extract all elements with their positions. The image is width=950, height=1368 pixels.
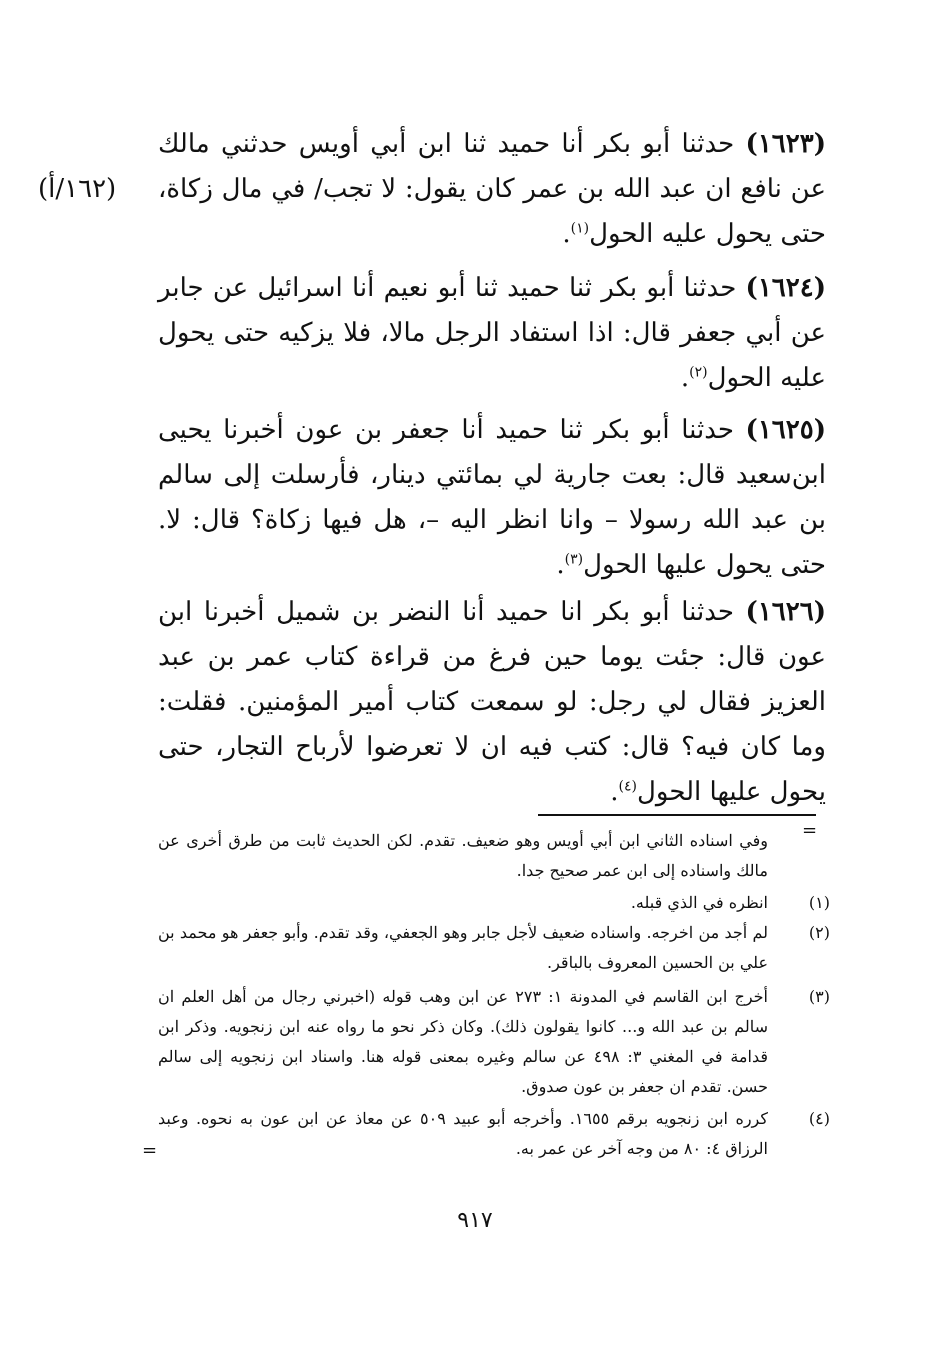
footnote-separator <box>538 814 816 816</box>
hadith-text: حدثنا أبو بكر انا حميد أنا النضر بن شميل أخبرنا ابن عون قال: جئت يوما حين فرغ من قراءة كتاب عمر بن عبد العزيز فقال لي رجل: لو سمعت كتاب أمير المؤمنين. فقلت: وما كان فيه؟ قال: كتب فيه ان لا تعرضوا لأرباح التجار، حتى يحول عليها الحول <box>158 597 826 807</box>
footnote-ref: (٣) <box>564 551 584 568</box>
hadith-1626: (١٦٢٦) حدثنا أبو بكر انا حميد أنا النضر بن شميل أخبرنا ابن عون قال: جئت يوما حين فرغ من قراءة كتاب عمر بن عبد العزيز فقال لي رجل: لو سمعت كتاب أمير المؤمنين. فقلت: وما كان فيه؟ قال: كتب فيه ان لا تعرضوا لأرباح التجار، حتى يحول عليها الحول$^{(٤)}$. <box>158 597 826 807</box>
footnote-ref: (٢) <box>689 364 708 381</box>
footnote-4: كرره ابن زنجويه برقم ١٦٥٥. وأخرجه أبو عبيد ٥٠٩ عن معاذ عن ابن عون به نحوه. وعبد الرزاق ٤: ٨٠ من وجه آخر عن عمر به. <box>158 1109 768 1158</box>
footnote-number: (٤) <box>808 1109 830 1128</box>
hadith-1623: (١٦٢٣) حدثنا أبو بكر أنا حميد ثنا ابن أبي أويس حدثني مالك عن نافع ان عبد الله بن عمر كان يقول: لا تجب/ في مال زكاة، حتى يحول عليه الحول$^{(١)}$. (١٦٢/أ) <box>38 129 827 249</box>
continuation-mark: = <box>802 820 818 841</box>
hadith-text: حدثنا أبو بكر ثنا حميد أنا جعفر بن عون أخبرنا يحيى ابن‌سعيد قال: بعت جارية لي بمائتي دينار، فأرسلت إلى سالم بن عبد الله رسولا – وانا انظر اليه –، هل فيها زكاة؟ قال: لا. حتى يحول عليها الحول <box>158 415 826 580</box>
manuscript-folio-marker: (١٦٢/أ) <box>38 174 117 204</box>
hadith-text: حدثنا أبو بكر ثنا حميد ثنا أبو نعيم أنا اسرائيل عن جابر عن أبي جعفر قال: اذا استفاد الرجل مالا، فلا يزكيه حتى يحول عليه الحول <box>158 273 826 393</box>
footnote-2: لم أجد من اخرجه. واسناده ضعيف لأجل جابر وهو الجعفي، وقد تقدم. وأبو جعفر هو محمد بن علي بن الحسين المعروف بالباقر. <box>158 923 768 972</box>
footnote-number: (١) <box>808 893 830 912</box>
hadith-text: حدثنا أبو بكر أنا حميد ثنا ابن أبي أويس حدثني مالك عن نافع ان عبد الله بن عمر كان يقول: لا تجب/ في مال زكاة، حتى يحول عليه الحول <box>158 129 826 249</box>
hadith-1625: (١٦٢٥) حدثنا أبو بكر ثنا حميد أنا جعفر بن عون أخبرنا يحيى ابن‌سعيد قال: بعت جارية لي بمائتي دينار، فأرسلت إلى سالم بن عبد الله رسولا – وانا انظر اليه –، هل فيها زكاة؟ قال: لا. حتى يحول عليها الحول$^{(٣)}$. <box>158 415 827 580</box>
hadith-number: (١٦٢٤) <box>745 273 826 303</box>
hadith-number: (١٦٢٥) <box>745 415 827 445</box>
footnote-number: (٢) <box>808 923 830 942</box>
footnote-continuation: وفي اسناده الثاني ابن أبي أويس وهو ضعيف. تقدم. لكن الحديث ثابت من طرق أخرى عن مالك واسناده إلى ابن عمر صحيح جدا. <box>158 831 768 880</box>
continuation-end-mark: = <box>142 1140 158 1161</box>
hadith-1624: (١٦٢٤) حدثنا أبو بكر ثنا حميد ثنا أبو نعيم أنا اسرائيل عن جابر عن أبي جعفر قال: اذا استفاد الرجل مالا، فلا يزكيه حتى يحول عليه الحول$^{(٢)}$. <box>158 273 826 393</box>
footnote-1: انظره في الذي قبله. <box>630 893 768 912</box>
hadith-number: (١٦٢٦) <box>745 597 826 627</box>
footnote-ref: (١) <box>570 220 590 237</box>
footnote-ref: (٤) <box>618 778 637 795</box>
page-number: ٩١٧ <box>457 1208 493 1233</box>
footnote-number: (٣) <box>808 987 830 1006</box>
hadith-number: (١٦٢٣) <box>745 129 827 159</box>
footnote-3: أخرج ابن القاسم في المدونة ١: ٢٧٣ عن ابن وهب قوله (اخبرني رجال من أهل العلم ان سالم بن عبد الله و... كانوا يقولون ذلك). وكان ذكر نحو ما رواه عنه ابن زنجويه. وذكر ابن قدامة في المغني ٣: ٤٩٨ عن سالم وغيره بمعنى قوله هنا. واسناد ابن زنجويه إلى سالم حسن. تقدم ان جعفر بن عون صدوق. <box>158 987 768 1096</box>
